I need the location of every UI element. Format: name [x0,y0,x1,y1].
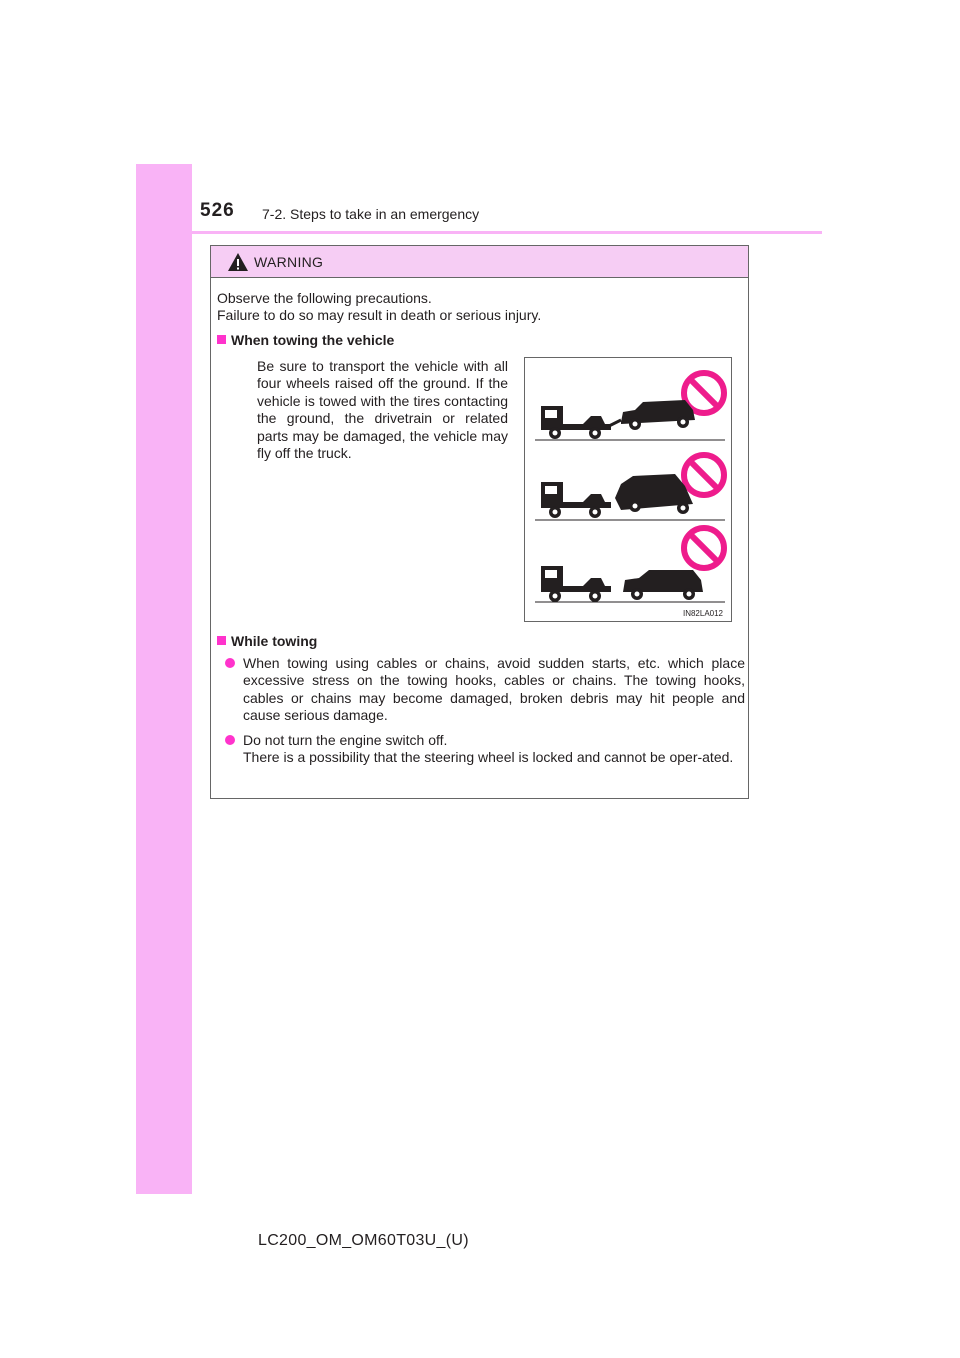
circle-bullet-icon [225,658,235,668]
tow-row-2 [535,455,725,520]
figure-code: IN82LA012 [682,609,723,618]
towing-vehicle-text: Be sure to transport the vehicle with all four wheels raised off the ground. If the vehicle is towed with the tires contacting the ground, the drivetrain or related parts may be damaged, the vehicle may fly off the truck. [257,358,508,462]
tow-row-1 [535,373,725,440]
page-number: 526 [200,200,235,221]
circle-bullet-icon [225,735,235,745]
towing-illustration [524,357,732,622]
bullet-item [225,655,745,725]
bullet-text: When towing using cables or chains, avoid sudden starts, etc. which place excessive stress on the towing hooks, cables or chains. The towing hooks, cables or chains may become damaged, broken debris may hit people and cause serious damage. [243,655,745,724]
warning-intro [217,290,737,324]
bullet-item [225,732,745,767]
warning-header [211,246,748,278]
header-rule [192,231,822,234]
bullet-text: Do not turn the engine switch off. There is a possibility that the steering wheel is locked and cannot be oper-ated. [243,732,734,766]
subheading-text: While towing [231,633,318,649]
square-bullet-icon [217,636,226,645]
warning-triangle-icon [227,252,249,272]
tow-row-3 [535,528,725,602]
subheading-text: When towing the vehicle [231,332,395,348]
subheading-towing-vehicle [217,332,394,348]
intro-line: Observe the following precautions. [217,290,432,306]
document-code: LC200_OM_OM60T03U_(U) [258,1232,469,1249]
side-tab [136,164,192,1194]
warning-box [210,245,749,799]
subheading-while-towing [217,633,317,649]
warning-title: WARNING [254,254,324,270]
section-title: 7-2. Steps to take in an emergency [262,206,480,222]
intro-line: Failure to do so may result in death or serious injury. [217,307,542,323]
prohibited-towing-methods-diagram [525,358,731,621]
square-bullet-icon [217,335,226,344]
